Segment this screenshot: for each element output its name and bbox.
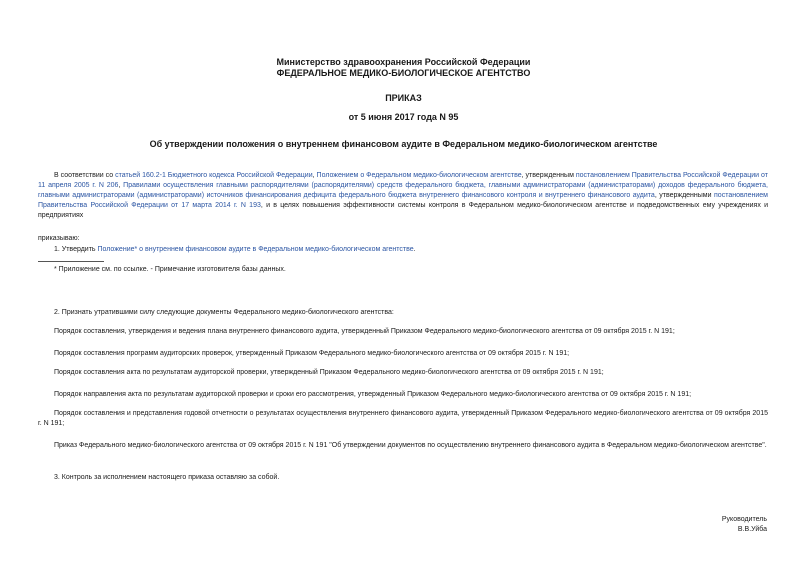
repealed-doc: Порядок составления и представления годовой отчетности о результатах осуществления внутреннего финансового аудита, утвержденный Приказом Федерального медико-биологического агентства от 09 октября 2015 г. N 191; bbox=[38, 410, 768, 427]
ministry-name: Министерство здравоохранения Российской Федерации bbox=[276, 57, 531, 67]
order-word: приказываю: bbox=[38, 235, 80, 242]
preamble-text: , bbox=[118, 182, 124, 189]
repealed-doc: Порядок составления акта по результатам аудиторской проверки, утвержденный Приказом Федерального медико-биологического агентства от 09 октября 2015 г. N 191; bbox=[54, 369, 604, 376]
preamble-paragraph bbox=[38, 171, 768, 221]
budget-code-link[interactable]: статьей 160.2-1 Бюджетного кодекса Российской Федерации bbox=[115, 172, 313, 179]
repealed-doc: Приказ Федерального медико-биологического агентства от 09 октября 2015 г. N 191 "Об утверждении документов по осуществлению внутреннего финансового аудита в Федеральном медико-биологическом агентстве". bbox=[54, 442, 767, 449]
document-title: Об утверждении положения о внутреннем финансовом аудите в Федеральном медико-биологическом агентстве bbox=[149, 139, 658, 149]
repealed-doc: Порядок составления, утверждения и ведения плана внутреннего финансового аудита, утвержденный Приказом Федерального медико-биологического агентства от 09 октября 2015 г. N 191; bbox=[54, 328, 675, 335]
preamble-text: , утвержденным bbox=[521, 172, 576, 179]
preamble-text: , и в целях повышения эффективности системы контроля в Федеральном медико-биологическом агентстве и подведомственных ему учреждениях и предприятиях bbox=[38, 202, 768, 219]
government-decree-206-link[interactable]: постановлением Правительства Российской Федерации от 11 апреля 2005 г. N 206 bbox=[38, 172, 768, 189]
control-rules-link[interactable]: Правилами осуществления главными распорядителями (распорядителями) средств федерального бюджета, главными администраторами (администраторами) доходов федерального бюджета, главными администраторами (администраторами) источников финансирования дефицита федерального бюджета внутреннего финансового контроля и внутреннего финансового аудита bbox=[38, 182, 769, 199]
preamble-text: , bbox=[312, 172, 317, 179]
item-1-suffix: . bbox=[413, 246, 416, 253]
footnote: * Приложение см. по ссылке. - Примечание изготовителя базы данных. bbox=[54, 266, 286, 273]
agency-name: ФЕДЕРАЛЬНОЕ МЕДИКО-БИОЛОГИЧЕСКОЕ АГЕНТСТВО bbox=[276, 68, 531, 78]
signatory-name: В.В.Уйба bbox=[737, 526, 767, 533]
signatory-role: Руководитель bbox=[721, 516, 767, 523]
repealed-doc: Порядок составления программ аудиторских проверок, утвержденный Приказом Федерального медико-биологического агентства от 09 октября 2015 г. N 191; bbox=[54, 350, 570, 357]
repealed-doc: Порядок направления акта по результатам аудиторской проверки и сроки его рассмотрения, утвержденный Приказом Федерального медико-биологического агентства от 09 октября 2015 г. N 191; bbox=[54, 391, 692, 398]
preamble-text: , утвержденными bbox=[654, 192, 715, 199]
document-date-number: от 5 июня 2017 года N 95 bbox=[348, 112, 459, 122]
item-1 bbox=[38, 245, 768, 255]
item-2: 2. Признать утратившими силу следующие документы Федерального медико-биологического агентства: bbox=[54, 309, 394, 316]
document-type: ПРИКАЗ bbox=[385, 93, 422, 103]
government-decree-193-link[interactable]: постановлением Правительства Российской Федерации от 17 марта 2014 г. N 193 bbox=[38, 192, 768, 209]
footnote-divider bbox=[38, 261, 104, 262]
regulation-link[interactable]: Положение* о внутреннем финансовом аудите в Федеральном медико-биологическом агентстве bbox=[97, 246, 414, 253]
item-3: 3. Контроль за исполнением настоящего приказа оставляю за собой. bbox=[54, 474, 280, 481]
agency-regulation-link[interactable]: Положением о Федеральном медико-биологическом агентстве bbox=[316, 172, 522, 179]
item-1-prefix: 1. Утвердить bbox=[54, 246, 98, 253]
preamble-text: В соответствии со bbox=[54, 172, 116, 179]
